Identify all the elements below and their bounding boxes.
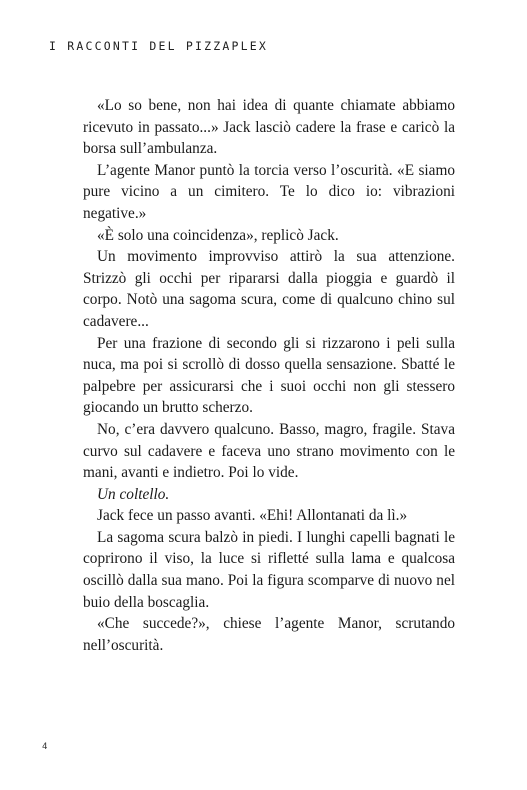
paragraph: No, c’era davvero qualcuno. Basso, magro, fragile. Stava curvo sul cadavere e faceva uno strano movimento con le mani, avanti e indietro. Poi lo vide.	[83, 420, 455, 482]
paragraph-italic: Un coltello.	[97, 485, 170, 503]
paragraph: «Lo so bene, non hai idea di quante chiamate abbiamo ricevuto in passato...» Jack lasciò cadere la frase e caricò la borsa sull’ambulanza.	[83, 97, 455, 158]
paragraph: «È solo una coincidenza», replicò Jack.	[97, 226, 339, 244]
page-number: 4	[42, 742, 48, 752]
running-head: I RACCONTI DEL PIZZAPLEX	[49, 39, 268, 53]
paragraph: Un movimento improvviso attirò la sua attenzione. Strizzò gli occhi per ripararsi dalla pioggia e guardò il corpo. Notò una sagoma scura, come di qualcuno chino sul cadavere...	[83, 248, 455, 330]
paragraph: Per una frazione di secondo gli si rizzarono i peli sulla nuca, ma poi si scrollò di dosso quella sensazione. Sbatté le palpebre per assicurarsi che i suoi occhi non gli stessero giocando un brutto scherzo.	[83, 334, 455, 417]
paragraph: L’agente Manor puntò la torcia verso l’oscurità. «E siamo pure vicino a un cimitero. Te lo dico io: vibrazioni negative.»	[83, 161, 455, 222]
paragraph: La sagoma scura balzò in piedi. I lunghi capelli bagnati le coprirono il viso, la luce si rifletté sulla lama e qualcosa oscillò dalla sua mano. Poi la figura scomparve di nuovo nel buio della boscaglia.	[83, 528, 455, 611]
paragraph: Jack fece un passo avanti. «Ehi! Allontanati da lì.»	[97, 507, 408, 525]
paragraph: «Che succede?», chiese l’agente Manor, scrutando nell’oscurità.	[83, 615, 455, 654]
body-text	[83, 95, 455, 656]
